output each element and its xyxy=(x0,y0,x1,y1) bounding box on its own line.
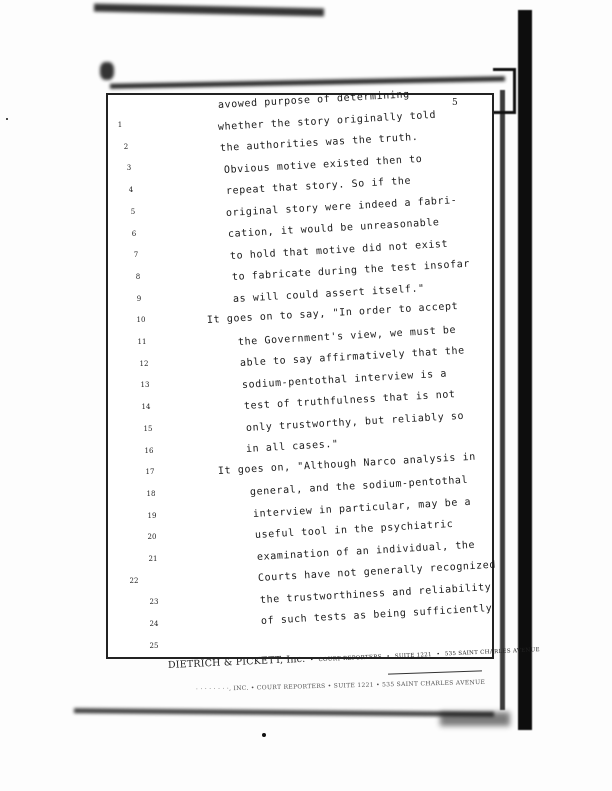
transcript-line: to fabricate during the test insofar xyxy=(231,258,471,283)
transcript-line: cation, it would be unreasonable xyxy=(227,217,440,240)
line-number: 17 xyxy=(145,468,155,477)
transcript-line: the Government's view, we must be xyxy=(237,324,457,348)
line-number: 8 xyxy=(135,272,141,281)
scan-dot-small xyxy=(6,118,8,120)
transcript-line: original story were indeed a fabri- xyxy=(225,194,458,219)
transcript-line: only trustworthy, but reliably so xyxy=(245,410,465,434)
line-number: 5 xyxy=(130,207,136,216)
line-number: 3 xyxy=(126,164,132,173)
transcript-line: examination of an individual, the xyxy=(256,539,476,563)
line-number: 25 xyxy=(149,641,159,650)
footer-rule xyxy=(388,670,482,674)
line-number: 23 xyxy=(149,598,159,607)
transcript-line: whether the story originally told xyxy=(217,109,437,133)
transcript-line: sodium-pentothal interview is a xyxy=(241,368,448,391)
scan-dot xyxy=(262,733,266,737)
line-number: 18 xyxy=(146,489,156,498)
scan-edge-right-inner xyxy=(500,90,505,710)
footer-letterhead-echo: · · · · · · · ·, INC. • COURT REPORTERS • SUITE 1221 • 535 SAINT CHARLES AVENUE xyxy=(195,678,486,693)
line-number: 2 xyxy=(123,142,129,151)
transcript-line: able to say affirmatively that the xyxy=(239,345,466,369)
footer-separator: • xyxy=(386,653,391,661)
line-number: 21 xyxy=(148,555,158,563)
line-number: 14 xyxy=(141,403,151,412)
transcript-line: repeat that story. So if the xyxy=(225,175,412,197)
line-number: 9 xyxy=(136,294,142,303)
transcript-line: the authorities was the truth. xyxy=(219,131,419,154)
footer-suite: SUITE 1221 xyxy=(394,652,432,660)
transcript-line: interview in particular, may be a xyxy=(252,496,472,520)
scan-artifact-top-left xyxy=(100,62,114,80)
line-number: 1 xyxy=(117,121,123,129)
line-number: 6 xyxy=(131,229,137,238)
line-number: 24 xyxy=(149,620,159,629)
line-number: 10 xyxy=(136,316,146,325)
line-number: 22 xyxy=(129,576,139,585)
line-number: 12 xyxy=(139,359,149,368)
transcript-line: Obvious motive existed then to xyxy=(223,153,423,176)
line-number: 20 xyxy=(147,533,157,542)
transcript-line: avowed purpose of determining xyxy=(217,89,411,111)
line-number: 7 xyxy=(133,251,139,260)
scan-edge-right xyxy=(518,10,532,730)
transcript-line: of such tests as being sufficiently xyxy=(260,603,493,627)
scan-artifact-frame-top xyxy=(110,76,505,89)
transcript-line: general, and the sodium-pentothal xyxy=(249,474,469,498)
transcript-line: It goes on to say, "In order to accept xyxy=(206,300,459,326)
scan-tab-mark xyxy=(493,68,516,114)
transcript-line: test of truthfulness that is not xyxy=(243,389,456,412)
transcript-line: in all cases." xyxy=(245,438,339,455)
transcript-line: to hold that motive did not exist xyxy=(229,238,449,262)
footer-firm-name: DIETRICH & PICKETT, Inc. xyxy=(167,653,306,671)
transcript-line: Courts have not generally recognized xyxy=(257,559,497,584)
line-number: 13 xyxy=(140,381,150,390)
transcript-line: It goes on, "Although Narco analysis in xyxy=(217,451,477,477)
line-number: 16 xyxy=(144,446,154,455)
footer-address: 535 SAINT CHARLES AVENUE xyxy=(444,647,540,658)
line-number: 11 xyxy=(137,338,147,346)
transcript-line: as will could assert itself." xyxy=(232,282,426,305)
scan-artifact-top xyxy=(94,4,324,17)
transcript-line: useful tool in the psychiatric xyxy=(254,518,454,541)
page-number: 5 xyxy=(452,98,458,108)
line-number: 15 xyxy=(143,424,153,433)
transcript-line: the trustworthiness and reliability xyxy=(259,581,492,606)
footer-separator: • xyxy=(436,651,441,658)
line-number: 4 xyxy=(128,186,134,195)
scan-artifact-bottom-right xyxy=(440,712,510,726)
line-number: 19 xyxy=(147,511,157,520)
scan-artifact-bottom xyxy=(74,708,494,717)
footer-separator: • xyxy=(310,657,314,664)
footer-court-reporters: COURT REPORTERS xyxy=(318,654,382,664)
